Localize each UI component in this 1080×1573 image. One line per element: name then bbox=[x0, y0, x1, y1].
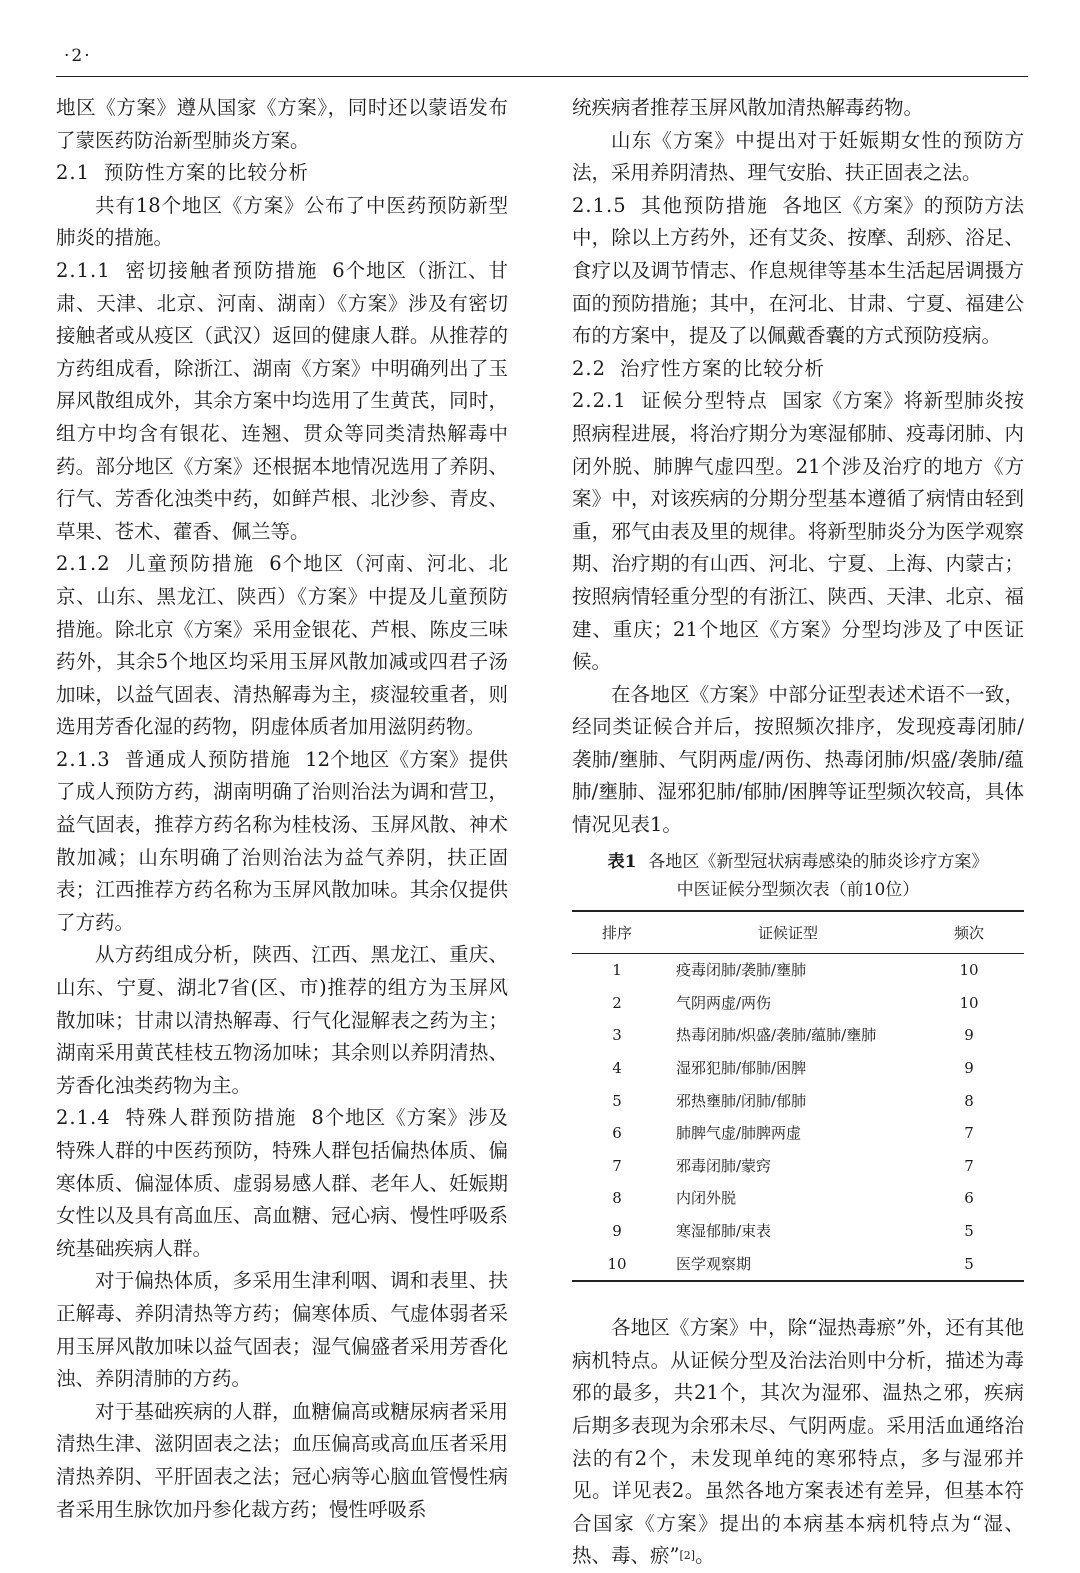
subsection-heading bbox=[56, 1106, 297, 1129]
paragraph-text: 各地区《方案》的预防方法中，除以上方药外，还有艾灸、按摩、刮痧、浴足、食疗以及调节情志、作息规律等基本生活起居调摄方面的预防措施；其中，在河北、甘肃、宁夏、福建公布的方案中，提及了以佩戴香囊的方式预防疫病。 bbox=[572, 193, 1024, 348]
citation: [2] bbox=[679, 1549, 696, 1563]
cell-syndrome: 医学观察期 bbox=[662, 1248, 914, 1282]
subsection-heading bbox=[56, 552, 255, 575]
cell-syndrome: 内闭外脱 bbox=[676, 1189, 737, 1208]
paragraph-text: 6个地区（浙江、甘肃、天津、北京、河南、湖南）《方案》涉及有密切接触者或从疫区（武汉）返回的健康人群。从推荐的方药组成看，除浙江、湖南《方案》中明确列出了玉屏风散组成外，其余方案中均选用了生黄芪，同时，组方中均含有银花、连翘、贯众等同类清热解毒中药。部分地区《方案》还根据本地情况选用了养阴、行气、芳香化浊类中药，如鲜芦根、北沙参、青皮、草果、苍术、藿香、佩兰等。 bbox=[56, 258, 508, 543]
cell-rank: 4 bbox=[612, 1059, 622, 1078]
cell-frequency: 5 bbox=[914, 1248, 1024, 1282]
table-row bbox=[572, 1150, 1024, 1183]
section-title: 密切接触者预防措施 bbox=[124, 258, 319, 282]
cell-rank: 6 bbox=[612, 1124, 622, 1143]
section-title: 儿童预防措施 bbox=[124, 552, 256, 576]
table-row bbox=[572, 987, 1024, 1020]
section-heading-2-1 bbox=[56, 157, 508, 190]
section-title: 预防性方案的比较分析 bbox=[104, 161, 310, 185]
paragraph: 从方药组成分析，陕西、江西、黑龙江、重庆、山东、宁夏、湖北7省(区、市)推荐的组方为玉屏风散加味；甘肃以清热解毒、行气化湿解表之药为主；湖南采用黄芪桂枝五物汤加味；其余则以养阴清热、芳香化浊类药物为主。 bbox=[56, 943, 508, 1097]
section-number: 2.1.5 bbox=[572, 193, 627, 217]
paragraph: 统疾病者推荐玉屏风散加清热解毒药物。 bbox=[572, 96, 924, 119]
cell-frequency: 9 bbox=[964, 1026, 974, 1045]
table-row bbox=[572, 1019, 1024, 1052]
header-syndrome: 证候证型 bbox=[662, 911, 914, 954]
cell-syndrome: 寒湿郁肺/束表 bbox=[676, 1222, 772, 1240]
paragraph: 共有18个地区《方案》公布了中医药预防新型肺炎的措施。 bbox=[56, 193, 508, 250]
table-caption-line1 bbox=[572, 848, 1024, 876]
cell-syndrome: 邪热壅肺/闭肺/郁肺 bbox=[676, 1091, 807, 1110]
paragraph: 对于偏热体质，多采用生津利咽、调和表里、扶正解毒、养阴清热等方药；偏寒体质、气虚体弱者采用玉屏风散加味以益气固表；湿气偏盛者采用芳香化浊、养阴清肺的方药。 bbox=[56, 1269, 508, 1391]
page-number: ·2· bbox=[64, 46, 92, 66]
table-header-row bbox=[572, 911, 1024, 954]
paragraph: 山东《方案》中提出对于妊娠期女性的预防方法，采用养阴清热、理气安胎、扶正固表之法。 bbox=[572, 128, 1024, 185]
cell-rank: 5 bbox=[612, 1091, 622, 1110]
table-label: 表1 bbox=[607, 851, 637, 872]
paragraph: 地区《方案》遵从国家《方案》，同时还以蒙语发布了蒙医药防治新型肺炎方案。 bbox=[56, 96, 508, 152]
paragraph-text: 6个地区（河南、河北、北京、山东、黑龙江、陕西）《方案》中提及儿童预防措施。除北京《方案》采用金银花、芦根、陈皮三味药外，其余5个地区均采用玉屏风散加减或四君子汤加味，以益气固表、清热解毒为主，痰湿较重者，则选用芳香化湿的药物，阴虚体质者加用滋阴药物。 bbox=[56, 552, 508, 739]
frequency-table bbox=[572, 910, 1024, 1283]
paragraph-2-1-2 bbox=[56, 548, 508, 744]
right-column bbox=[572, 92, 1024, 1573]
table-row bbox=[572, 954, 1024, 987]
section-number: 2.1.4 bbox=[56, 1106, 111, 1130]
paragraph-2-1-3 bbox=[56, 744, 508, 940]
paragraph-end: 。 bbox=[695, 1544, 715, 1568]
header-rank: 排序 bbox=[572, 911, 662, 954]
paragraph-2-1-4 bbox=[56, 1102, 508, 1265]
cell-syndrome: 气阴两虚/两伤 bbox=[676, 993, 772, 1012]
section-title: 普通成人预防措施 bbox=[124, 747, 292, 771]
left-column bbox=[56, 92, 508, 1526]
cell-rank: 9 bbox=[612, 1222, 622, 1240]
paragraph-2-2-1 bbox=[572, 385, 1024, 678]
subsection-heading bbox=[56, 748, 291, 771]
cell-frequency: 5 bbox=[964, 1222, 974, 1240]
header-rule bbox=[56, 76, 1028, 77]
paragraph-2-1-5 bbox=[572, 190, 1024, 353]
table-title-line2: 中医证候分型频次表（前10位） bbox=[676, 879, 920, 900]
cell-syndrome: 湿邪犯肺/郁肺/困脾 bbox=[676, 1059, 807, 1078]
cell-frequency: 7 bbox=[964, 1124, 974, 1143]
cell-rank: 3 bbox=[612, 1026, 622, 1045]
cell-syndrome: 疫毒闭肺/袭肺/壅肺 bbox=[676, 961, 807, 980]
cell-syndrome: 邪毒闭肺/蒙窍 bbox=[676, 1156, 772, 1175]
table-row bbox=[572, 1085, 1024, 1118]
table-row bbox=[572, 1052, 1024, 1085]
subsection-heading bbox=[572, 389, 768, 412]
table-row bbox=[572, 1215, 1024, 1248]
cell-frequency: 8 bbox=[964, 1091, 974, 1110]
cell-frequency: 10 bbox=[959, 961, 979, 980]
header-frequency: 频次 bbox=[914, 911, 1024, 954]
section-number: 2.1.1 bbox=[56, 258, 111, 282]
section-number: 2.2 bbox=[572, 356, 607, 380]
table-row bbox=[572, 1248, 1024, 1282]
paragraph: 在各地区《方案》中部分证型表述术语不一致，经同类证候合并后，按照频次排序，发现疫毒闭肺/袭肺/壅肺、气阴两虚/两伤、热毒闭肺/炽盛/袭肺/蕴肺/壅肺、湿邪犯肺/郁肺/困脾等证型频次较高，具体情况见表1。 bbox=[572, 682, 1024, 837]
cell-rank: 8 bbox=[612, 1189, 622, 1208]
subsection-heading bbox=[572, 194, 768, 217]
table-row bbox=[572, 1117, 1024, 1150]
section-number: 2.1 bbox=[56, 161, 91, 185]
section-title: 其他预防措施 bbox=[640, 193, 769, 217]
cell-frequency: 9 bbox=[964, 1059, 974, 1078]
section-number: 2.1.3 bbox=[56, 747, 111, 771]
section-heading-2-2 bbox=[572, 353, 1024, 386]
section-title: 治疗性方案的比较分析 bbox=[620, 356, 826, 380]
paragraph: 对于基础疾病的人群，血糖偏高或糖尿病者采用清热生津、滋阴固表之法；血压偏高或高血压者采用清热养阴、平肝固表之法；冠心病等心脑血管慢性病者采用生脉饮加丹参化裁方药；慢性呼吸系 bbox=[56, 1399, 508, 1521]
paragraph-2-1-1 bbox=[56, 255, 508, 548]
cell-rank: 7 bbox=[612, 1156, 622, 1175]
cell-frequency: 7 bbox=[964, 1156, 974, 1175]
paragraph-text: 国家《方案》将新型肺炎按照病程进展，将治疗期分为寒湿郁肺、疫毒闭肺、内闭外脱、肺脾气虚四型。21个涉及治疗的地方《方案》中，对该疾病的分期分型基本遵循了病情由轻到重，邪气由表及里的规律。将新型肺炎分为医学观察期、治疗期的有山西、河北、宁夏、上海、内蒙古；按照病情轻重分型的有浙江、陕西、天津、北京、福建、重庆；21个地区《方案》分型均涉及了中医证候。 bbox=[572, 389, 1024, 674]
cell-rank: 1 bbox=[612, 961, 622, 980]
section-title: 证候分型特点 bbox=[640, 389, 769, 413]
cell-frequency: 6 bbox=[964, 1189, 974, 1208]
table-caption bbox=[572, 848, 1024, 904]
subsection-heading bbox=[56, 259, 318, 282]
cell-frequency: 10 bbox=[959, 993, 979, 1012]
paragraph-text: 12个地区《方案》提供了成人预防方药，湖南明确了治则治法为调和营卫，益气固表，推荐方药名称为桂枝汤、玉屏风散、神术散加减；山东明确了治则治法为益气养阴，扶正固表；江西推荐方药名称为玉屏风散加味。其余仅提供了方药。 bbox=[56, 747, 508, 934]
table-title-line1: 各地区《新型冠状病毒感染的肺炎诊疗方案》 bbox=[648, 851, 989, 872]
section-number: 2.2.1 bbox=[572, 389, 627, 413]
cell-rank: 10 bbox=[572, 1248, 662, 1282]
section-title: 特殊人群预防措施 bbox=[124, 1106, 298, 1130]
table-row bbox=[572, 1182, 1024, 1215]
cell-syndrome: 热毒闭肺/炽盛/袭肺/蕴肺/壅肺 bbox=[676, 1026, 877, 1045]
paragraph-final bbox=[572, 1312, 1024, 1573]
cell-rank: 2 bbox=[612, 993, 622, 1012]
paragraph-text: 8个地区《方案》涉及特殊人群的中医药预防，特殊人群包括偏热体质、偏寒体质、偏湿体质、虚弱易感人群、老年人、妊娠期女性以及具有高血压、高血糖、冠心病、慢性呼吸系统基础疾病人群。 bbox=[56, 1106, 508, 1260]
cell-syndrome: 肺脾气虚/肺脾两虚 bbox=[676, 1124, 802, 1143]
paragraph-text: 各地区《方案》中，除“湿热毒瘀”外，还有其他病机特点。从证候分型及治法治则中分析，描述为毒邪的最多，共21个，其次为湿邪、温热之邪，疾病后期多表现为余邪未尽、气阴两虚。采用活血通络治法的有2个，未发现单纯的寒邪特点，多与湿邪并见。详见表2。虽然各地方案表述有差异，但基本符合国家《方案》提出的本病基本病机特点为“湿、热、毒、瘀” bbox=[572, 1316, 1024, 1568]
section-number: 2.1.2 bbox=[56, 552, 111, 576]
